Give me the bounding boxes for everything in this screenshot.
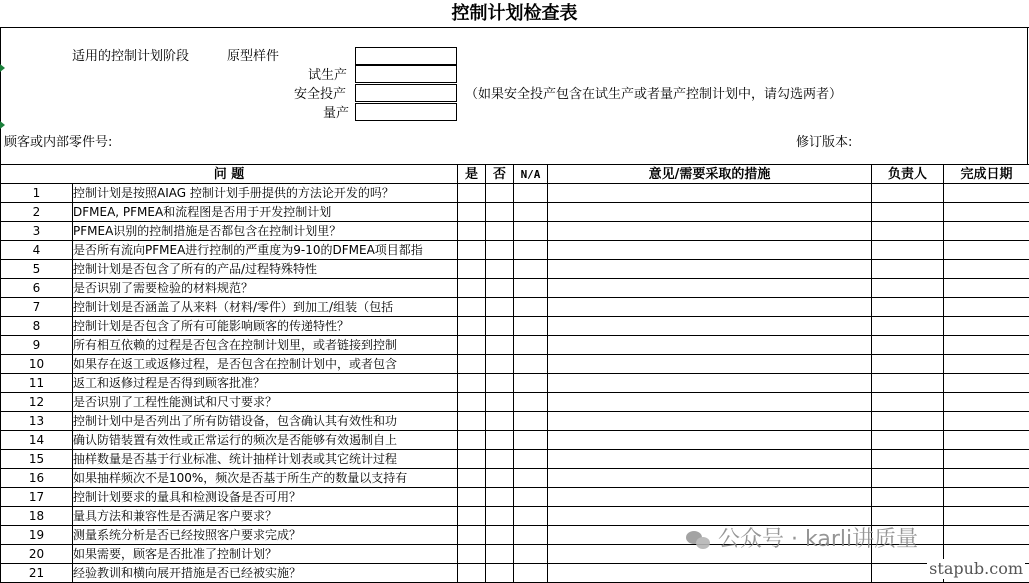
owner-cell[interactable] [872,336,944,355]
safe-launch-checkbox[interactable] [355,84,457,102]
part-number-label: 顾客或内部零件号: [4,134,112,152]
yes-cell[interactable] [458,184,486,203]
row-number: 1 [1,184,73,203]
due-date-cell[interactable] [944,317,1029,336]
owner-cell[interactable] [872,393,944,412]
stage-option-safe-launch: 安全投产 [294,86,346,104]
comments-cell[interactable] [548,469,872,488]
row-number: 5 [1,260,73,279]
table-row [1,393,1029,412]
yes-cell[interactable] [458,260,486,279]
row-question: 控制计划中是否列出了所有防错设备，包含确认其有效性和功 [73,412,458,431]
na-cell[interactable] [514,317,548,336]
due-date-cell[interactable] [944,260,1029,279]
stage-option-prelaunch: 试生产 [308,67,347,85]
owner-cell[interactable] [872,374,944,393]
owner-cell[interactable] [872,298,944,317]
row-question: 控制计划是否包含了所有可能影响顾客的传递特性？ [73,317,458,336]
na-cell[interactable] [514,450,548,469]
row-question: 控制计划是否包含了所有的产品/过程特殊特性 [73,260,458,279]
table-row [1,450,1029,469]
no-cell[interactable] [486,260,514,279]
header-owner: 负责人 [872,165,944,184]
row-number: 16 [1,469,73,488]
no-cell[interactable] [486,564,514,583]
owner-cell[interactable] [872,260,944,279]
table-row [1,412,1029,431]
owner-cell[interactable] [872,355,944,374]
no-cell[interactable] [486,355,514,374]
due-date-cell[interactable] [944,184,1029,203]
divider [1027,27,1028,164]
production-checkbox[interactable] [355,103,457,121]
site-watermark: stapub.com [927,559,1025,579]
table-row [1,564,1029,583]
no-cell[interactable] [486,469,514,488]
table-row [1,260,1029,279]
yes-cell[interactable] [458,450,486,469]
owner-cell[interactable] [872,507,944,526]
row-number: 3 [1,222,73,241]
divider [0,27,1029,28]
no-cell[interactable] [486,450,514,469]
comments-cell[interactable] [548,450,872,469]
table-row [1,184,1029,203]
na-cell[interactable] [514,393,548,412]
na-cell[interactable] [514,336,548,355]
row-question: 是否所有流向PFMEA进行控制的严重度为9-10的DFMEA项目都指 [73,241,458,260]
yes-cell[interactable] [458,222,486,241]
yes-cell[interactable] [458,298,486,317]
na-cell[interactable] [514,469,548,488]
comments-cell[interactable] [548,393,872,412]
owner-cell[interactable] [872,431,944,450]
na-cell[interactable] [514,374,548,393]
row-number: 14 [1,431,73,450]
due-date-cell[interactable] [944,507,1029,526]
na-cell[interactable] [514,412,548,431]
owner-cell[interactable] [872,203,944,222]
stage-note: （如果安全投产包含在试生产或者量产控制计划中，请勾选两者） [465,86,842,104]
due-date-cell[interactable] [944,374,1029,393]
na-cell[interactable] [514,526,548,545]
cell-marker-icon [0,64,5,72]
stage-option-prototype: 原型样件 [227,48,279,66]
yes-cell[interactable] [458,355,486,374]
no-cell[interactable] [486,222,514,241]
watermark-text: 公众号 · karli讲质量 [718,526,918,554]
na-cell[interactable] [514,260,548,279]
owner-cell[interactable] [872,222,944,241]
header-due-date: 完成日期 [944,165,1029,184]
na-cell[interactable] [514,545,548,564]
yes-cell[interactable] [458,317,486,336]
no-cell[interactable] [486,317,514,336]
row-question: 测量系统分析是否已经按照客户要求完成？ [73,526,458,545]
comments-cell[interactable] [548,241,872,260]
table-row [1,374,1029,393]
owner-cell[interactable] [872,241,944,260]
comments-cell[interactable] [548,564,872,583]
due-date-cell[interactable] [944,355,1029,374]
comments-cell[interactable] [548,184,872,203]
revision-label: 修订版本: [796,134,852,152]
checklist-table [0,164,1029,583]
no-cell[interactable] [486,336,514,355]
row-number: 20 [1,545,73,564]
header-no: 否 [486,165,514,184]
due-date-cell[interactable] [944,393,1029,412]
comments-cell[interactable] [548,298,872,317]
no-cell[interactable] [486,374,514,393]
table-row [1,336,1029,355]
table-row [1,431,1029,450]
row-number: 9 [1,336,73,355]
table-row [1,317,1029,336]
due-date-cell[interactable] [944,431,1029,450]
na-cell[interactable] [514,241,548,260]
header-na: N/A [514,165,548,184]
owner-cell[interactable] [872,469,944,488]
header-question: 问 题 [1,165,458,184]
due-date-cell[interactable] [944,450,1029,469]
prelaunch-checkbox[interactable] [355,65,457,83]
row-number: 11 [1,374,73,393]
owner-cell[interactable] [872,184,944,203]
row-question: 是否识别了工程性能测试和尺寸要求？ [73,393,458,412]
na-cell[interactable] [514,203,548,222]
na-cell[interactable] [514,222,548,241]
yes-cell[interactable] [458,507,486,526]
na-cell[interactable] [514,279,548,298]
owner-cell[interactable] [872,488,944,507]
row-number: 12 [1,393,73,412]
row-number: 2 [1,203,73,222]
comments-cell[interactable] [548,222,872,241]
table-row [1,279,1029,298]
comments-cell[interactable] [548,279,872,298]
no-cell[interactable] [486,279,514,298]
row-number: 19 [1,526,73,545]
due-date-cell[interactable] [944,298,1029,317]
owner-cell[interactable] [872,412,944,431]
stage-label: 适用的控制计划阶段 [72,48,189,66]
yes-cell[interactable] [458,203,486,222]
no-cell[interactable] [486,526,514,545]
row-number: 10 [1,355,73,374]
comments-cell[interactable] [548,336,872,355]
table-row [1,298,1029,317]
yes-cell[interactable] [458,279,486,298]
due-date-cell[interactable] [944,488,1029,507]
due-date-cell[interactable] [944,222,1029,241]
table-row [1,241,1029,260]
row-question: 经验教训和横向展开措施是否已经被实施？ [73,564,458,583]
table-row [1,469,1029,488]
row-question: 抽样数量是否基于行业标准、统计抽样计划表或其它统计过程 [73,450,458,469]
cell-marker-icon [0,121,5,129]
row-question: 控制计划要求的量具和检测设备是否可用？ [73,488,458,507]
owner-cell[interactable] [872,450,944,469]
na-cell[interactable] [514,507,548,526]
comments-cell[interactable] [548,355,872,374]
comments-cell[interactable] [548,431,872,450]
row-question: 控制计划是按照AIAG 控制计划手册提供的方法论开发的吗？ [73,184,458,203]
header-comments: 意见/需要采取的措施 [548,165,872,184]
row-question: 如果抽样频次不是100%，频次是否基于所生产的数量以支持有 [73,469,458,488]
row-question: 控制计划是否涵盖了从来料（材料/零件）到加工/组装（包括 [73,298,458,317]
na-cell[interactable] [514,184,548,203]
row-number: 4 [1,241,73,260]
divider [0,27,1,164]
comments-cell[interactable] [548,260,872,279]
row-question: 是否识别了需要检验的材料规范？ [73,279,458,298]
yes-cell[interactable] [458,374,486,393]
table-row [1,355,1029,374]
yes-cell[interactable] [458,431,486,450]
na-cell[interactable] [514,431,548,450]
due-date-cell[interactable] [944,526,1029,545]
no-cell[interactable] [486,393,514,412]
row-number: 17 [1,488,73,507]
comments-cell[interactable] [548,203,872,222]
row-number: 21 [1,564,73,583]
yes-cell[interactable] [458,545,486,564]
yes-cell[interactable] [458,393,486,412]
no-cell[interactable] [486,488,514,507]
na-cell[interactable] [514,488,548,507]
header-yes: 是 [458,165,486,184]
no-cell[interactable] [486,412,514,431]
row-number: 18 [1,507,73,526]
row-number: 7 [1,298,73,317]
row-number: 13 [1,412,73,431]
row-number: 8 [1,317,73,336]
yes-cell[interactable] [458,469,486,488]
no-cell[interactable] [486,298,514,317]
no-cell[interactable] [486,431,514,450]
due-date-cell[interactable] [944,336,1029,355]
due-date-cell[interactable] [944,412,1029,431]
comments-cell[interactable] [548,412,872,431]
table-header-row [1,165,1029,184]
due-date-cell[interactable] [944,203,1029,222]
no-cell[interactable] [486,241,514,260]
due-date-cell[interactable] [944,241,1029,260]
yes-cell[interactable] [458,526,486,545]
yes-cell[interactable] [458,412,486,431]
comments-cell[interactable] [548,488,872,507]
row-question: 如果存在返工或返修过程，是否包含在控制计划中，或者包含 [73,355,458,374]
row-question: 所有相互依赖的过程是否包含在控制计划里，或者链接到控制 [73,336,458,355]
wechat-icon [686,529,712,551]
page-title: 控制计划检查表 [0,2,1029,26]
row-number: 6 [1,279,73,298]
watermark [686,526,918,554]
comments-cell[interactable] [548,507,872,526]
row-number: 15 [1,450,73,469]
na-cell[interactable] [514,355,548,374]
row-question: 返工和返修过程是否得到顾客批准？ [73,374,458,393]
no-cell[interactable] [486,507,514,526]
table-row [1,507,1029,526]
na-cell[interactable] [514,298,548,317]
owner-cell[interactable] [872,317,944,336]
prototype-checkbox[interactable] [355,47,457,65]
table-row [1,203,1029,222]
row-question: PFMEA识别的控制措施是否都包含在控制计划里？ [73,222,458,241]
comments-cell[interactable] [548,374,872,393]
yes-cell[interactable] [458,488,486,507]
stage-option-production: 量产 [323,105,349,123]
row-question: 确认防错装置有效性或正常运行的频次是否能够有效遏制自上 [73,431,458,450]
na-cell[interactable] [514,564,548,583]
no-cell[interactable] [486,184,514,203]
comments-cell[interactable] [548,317,872,336]
yes-cell[interactable] [458,564,486,583]
row-question: DFMEA, PFMEA和流程图是否用于开发控制计划 [73,203,458,222]
row-question: 如果需要，顾客是否批准了控制计划？ [73,545,458,564]
row-question: 量具方法和兼容性是否满足客户要求？ [73,507,458,526]
table-row [1,222,1029,241]
no-cell[interactable] [486,203,514,222]
yes-cell[interactable] [458,336,486,355]
no-cell[interactable] [486,545,514,564]
due-date-cell[interactable] [944,469,1029,488]
yes-cell[interactable] [458,241,486,260]
owner-cell[interactable] [872,279,944,298]
due-date-cell[interactable] [944,279,1029,298]
table-row [1,488,1029,507]
